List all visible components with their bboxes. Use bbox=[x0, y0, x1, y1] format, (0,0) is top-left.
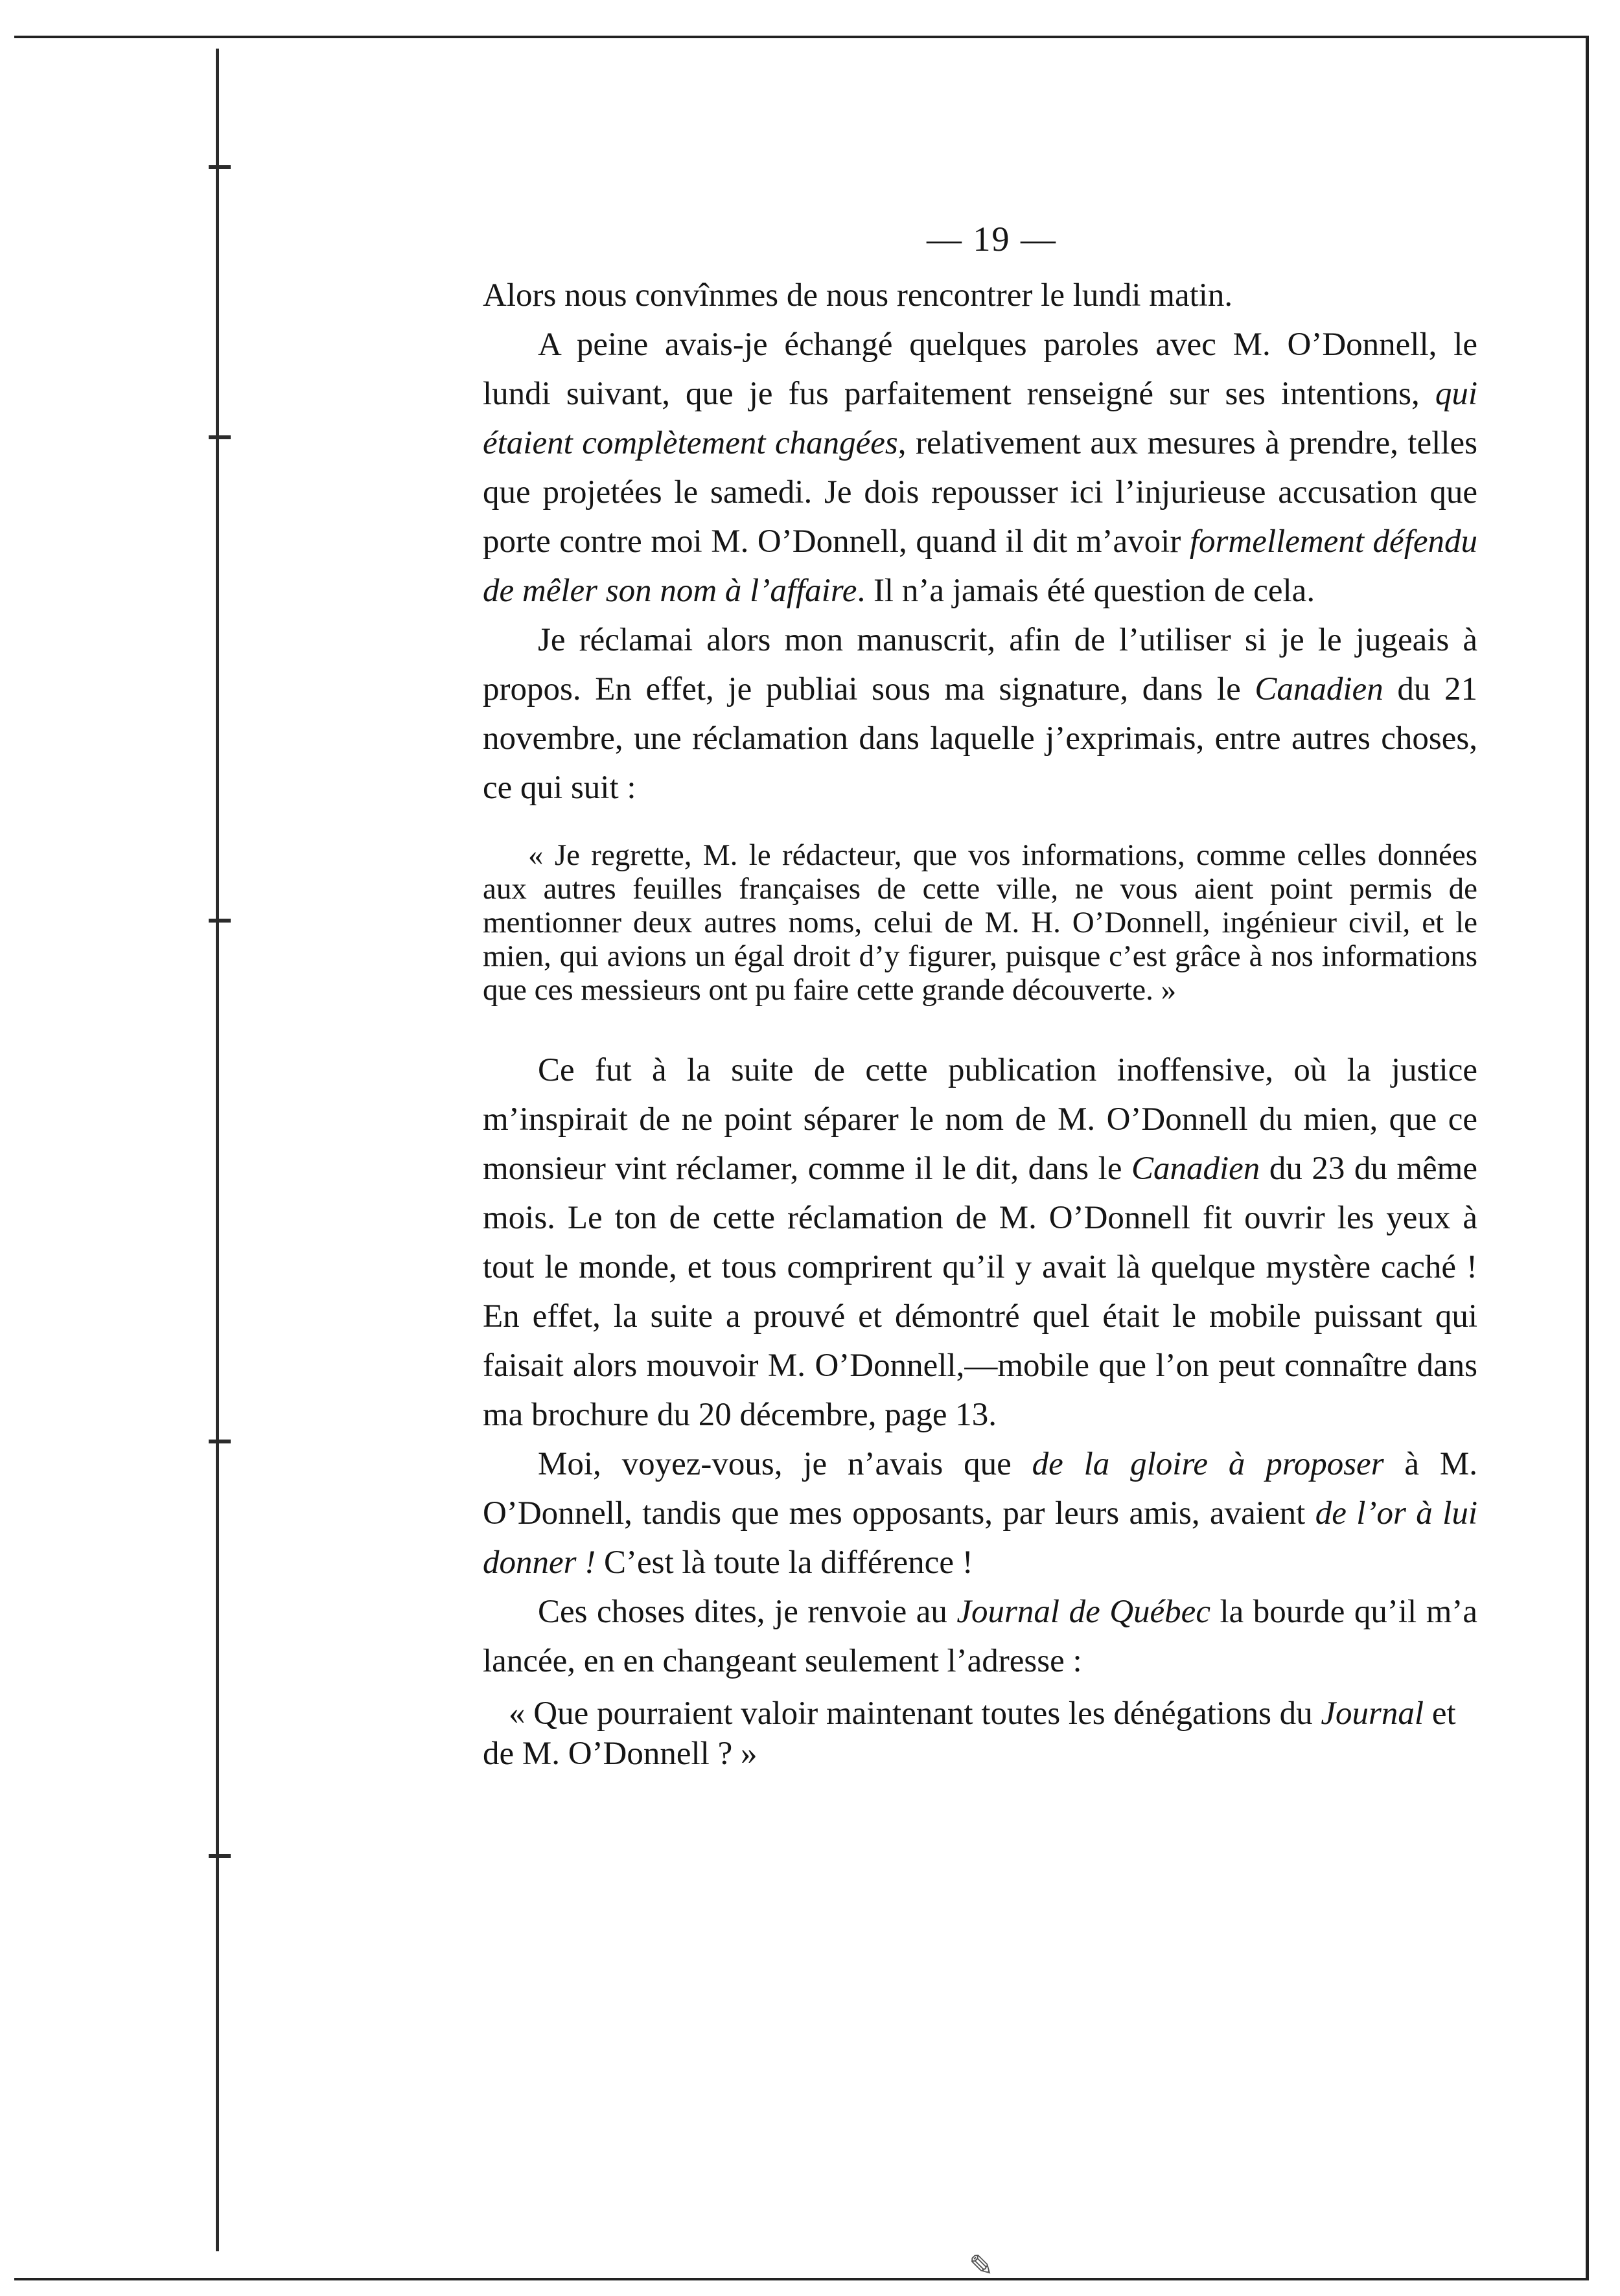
scan-mark-icon: ✎ bbox=[969, 2249, 994, 2282]
italic-phrase: de la gloire à proposer bbox=[1032, 1446, 1384, 1482]
quote-text: « Je regrette, M. le rédacteur, que vos informations, comme celles données aux autres feuilles françaises de cette ville, ne vous aient point permis de mentionner deux autres noms, celui de M. H. O’Donnell, ingénieur civil, et le mien, qui avions un égal droit d’y figurer, puisque c’est grâce à nos informations que ces messieurs ont pu faire cette grande découverte. » bbox=[483, 838, 1477, 1007]
newspaper-title: Canadien bbox=[1255, 671, 1383, 707]
paragraph-text: du 23 du même mois. Le ton de cette réclamation de M. O’Donnell fit ouvrir les yeux à tout le monde, et tous comprirent qu’il y avait là quelque mystère caché ! En effet, la suite a prouvé et démontré quel était le mobile puissant qui faisait alors mouvoir M. O’Donnell,—mobile que l’on peut connaître dans ma brochure du 20 décembre, page 13. bbox=[483, 1151, 1477, 1433]
gutter-tick bbox=[209, 165, 231, 169]
paragraph bbox=[483, 1440, 1477, 1587]
paragraph bbox=[483, 1046, 1477, 1440]
italic-phrase: de l’or à lui donner ! bbox=[483, 1495, 1477, 1581]
newspaper-title: Journal de Québec bbox=[956, 1594, 1210, 1630]
newspaper-title: Journal bbox=[1321, 1695, 1424, 1732]
paragraph-text: à M. O’Donnell, tandis que mes opposants, par leurs amis, avaient bbox=[483, 1446, 1477, 1532]
paragraph-text: du 21 novembre, une réclamation dans laquelle j’exprimais, entre autres choses, ce qui suit : bbox=[483, 671, 1477, 806]
paragraph-text: Je réclamai alors mon manuscrit, afin de l’utiliser si je le jugeais à propos. En effet, je publiai sous ma signature, dans le bbox=[483, 622, 1477, 707]
paragraph-text: la bourde qu’il m’a lancée, en en changeant seulement l’adresse : bbox=[483, 1594, 1477, 1679]
gutter-tick bbox=[209, 1854, 231, 1858]
paragraph-text: A peine avais-je échangé quelques paroles avec M. O’Donnell, le lundi suivant, que je fus parfaitement renseigné sur ses intentions, bbox=[483, 327, 1477, 412]
italic-phrase: qui étaient complètement changées bbox=[483, 376, 1477, 461]
page-number: — 19 — bbox=[927, 220, 1057, 258]
gutter-tick bbox=[209, 919, 231, 923]
paragraph-text: , relativement aux mesures à prendre, telles que projetées le samedi. Je dois repousser ici l’injurieuse accusation que porte contre moi M. O’Donnell, quand il dit m’avoir bbox=[483, 425, 1477, 560]
paragraph-text: Ces choses dites, je renvoie au bbox=[538, 1594, 957, 1630]
newspaper-title: Canadien bbox=[1131, 1151, 1260, 1187]
gutter-tick bbox=[209, 1440, 231, 1443]
paragraph-text: . Il n’a jamais été question de cela. bbox=[857, 573, 1315, 609]
quote-text: et de M. O’Donnell ? » bbox=[483, 1695, 1456, 1772]
paragraph-text: Moi, voyez-vous, je n’avais que bbox=[538, 1446, 1032, 1482]
gutter-tick bbox=[209, 435, 231, 439]
paragraph-text: Alors nous convînmes de nous rencontrer le lundi matin. bbox=[483, 277, 1233, 314]
block-quote bbox=[483, 838, 1477, 1007]
paragraph bbox=[483, 320, 1477, 615]
paragraph-text: Ce fut à la suite de cette publication inoffensive, où la justice m’inspirait de ne point séparer le nom de M. O’Donnell du mien, que ce monsieur vint réclamer, comme il le dit, dans le bbox=[483, 1052, 1477, 1187]
italic-phrase: formellement défendu de mêler son nom à l’affaire bbox=[483, 523, 1477, 609]
paragraph-text: C’est là toute la différence ! bbox=[596, 1544, 973, 1581]
paragraph bbox=[483, 271, 1477, 320]
paragraph bbox=[483, 1587, 1477, 1686]
quote-text: « Que pourraient valoir maintenant toutes les dénégations du bbox=[509, 1695, 1321, 1732]
closing-quote bbox=[483, 1693, 1477, 1774]
paragraph bbox=[483, 615, 1477, 812]
binding-gutter-line bbox=[216, 49, 219, 2251]
page-body bbox=[483, 271, 1477, 1774]
